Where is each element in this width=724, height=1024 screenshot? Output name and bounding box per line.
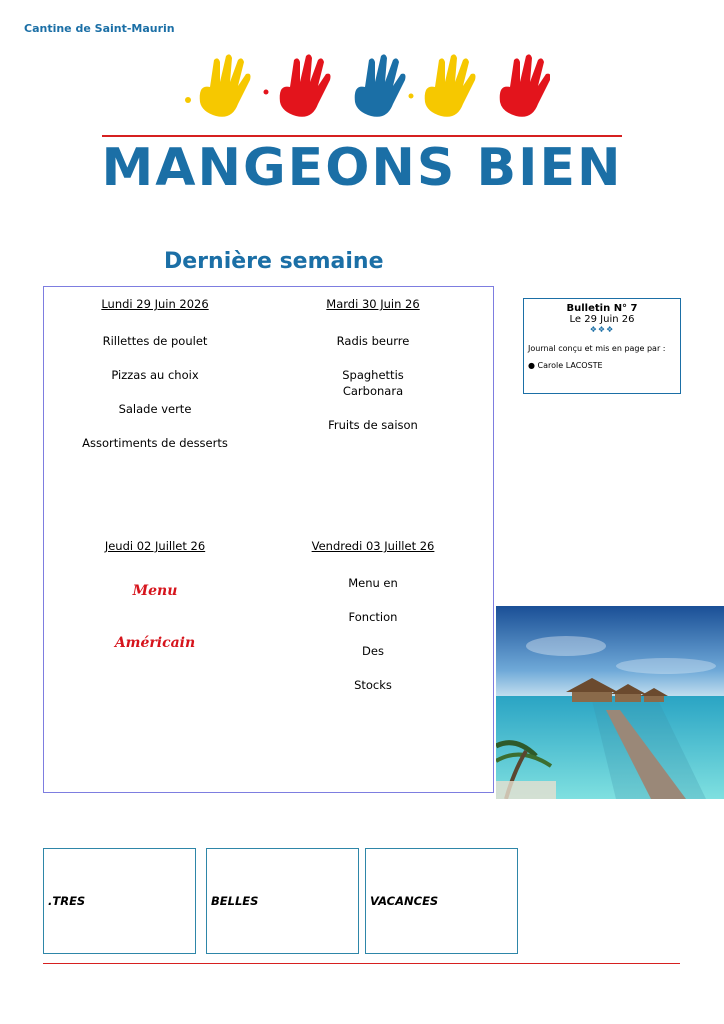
- special-menu-line: Menu: [132, 583, 178, 599]
- author-label: Carole LACOSTE: [537, 361, 603, 370]
- handprint-5-icon: [500, 54, 550, 116]
- footer-word: BELLES: [211, 894, 259, 908]
- day-heading: Jeudi 02 Juillet 26: [104, 539, 206, 553]
- menu-item: Assortiments de desserts: [82, 436, 228, 450]
- menu-item: Rillettes de poulet: [102, 334, 208, 348]
- bulletin-number: Bulletin N° 7: [566, 303, 638, 314]
- vacation-photo: [496, 606, 724, 799]
- footer-box-2: [206, 848, 359, 954]
- day-heading: Vendredi 03 Juillet 26: [311, 539, 435, 553]
- day-monday: [50, 297, 260, 469]
- handprints-logo: [180, 52, 550, 132]
- footer-word: VACANCES: [370, 894, 439, 908]
- day-thursday: [50, 539, 260, 651]
- organization-name: Cantine de Saint-Maurin: [24, 22, 175, 35]
- masthead-title: MANGEONS BIEN: [101, 138, 623, 198]
- handprint-2-icon: [264, 54, 331, 116]
- menu-item: Fruits de saison: [328, 418, 418, 432]
- footer-box-3: [365, 848, 518, 954]
- weekly-menu: [43, 286, 494, 793]
- menu-item: Des: [362, 644, 384, 658]
- footer-box-1: [43, 848, 196, 954]
- credit-text: Journal conçu et mis en page par :: [528, 344, 666, 353]
- handprint-3-icon: [355, 54, 406, 116]
- menu-item: Salade verte: [118, 402, 192, 416]
- day-heading: Mardi 30 Juin 26: [326, 297, 420, 311]
- menu-item: Radis beurre: [336, 334, 410, 348]
- footer-rule: [43, 963, 680, 964]
- menu-item: Fonction: [348, 610, 398, 624]
- menu-item: Stocks: [354, 678, 392, 692]
- menu-item: Spaghettis Carbonara: [342, 368, 404, 398]
- day-friday: [268, 539, 478, 711]
- menu-item: Pizzas au choix: [111, 368, 199, 382]
- day-heading: Lundi 29 Juin 2026: [101, 297, 209, 311]
- menu-item: Menu en: [348, 576, 398, 590]
- footer-word: .TRES: [48, 894, 86, 908]
- day-tuesday: [268, 297, 478, 451]
- handprint-4-icon: [409, 54, 476, 116]
- ornament-icon: ❖❖❖: [589, 325, 615, 334]
- handprint-1-icon: [185, 54, 251, 116]
- bulletin-date: Le 29 Juin 26: [569, 314, 635, 325]
- section-title: Dernière semaine: [164, 249, 384, 274]
- author-name: ● Carole LACOSTE: [528, 361, 603, 370]
- bulletin-box: [523, 298, 681, 394]
- special-menu-line: Américain: [114, 635, 196, 651]
